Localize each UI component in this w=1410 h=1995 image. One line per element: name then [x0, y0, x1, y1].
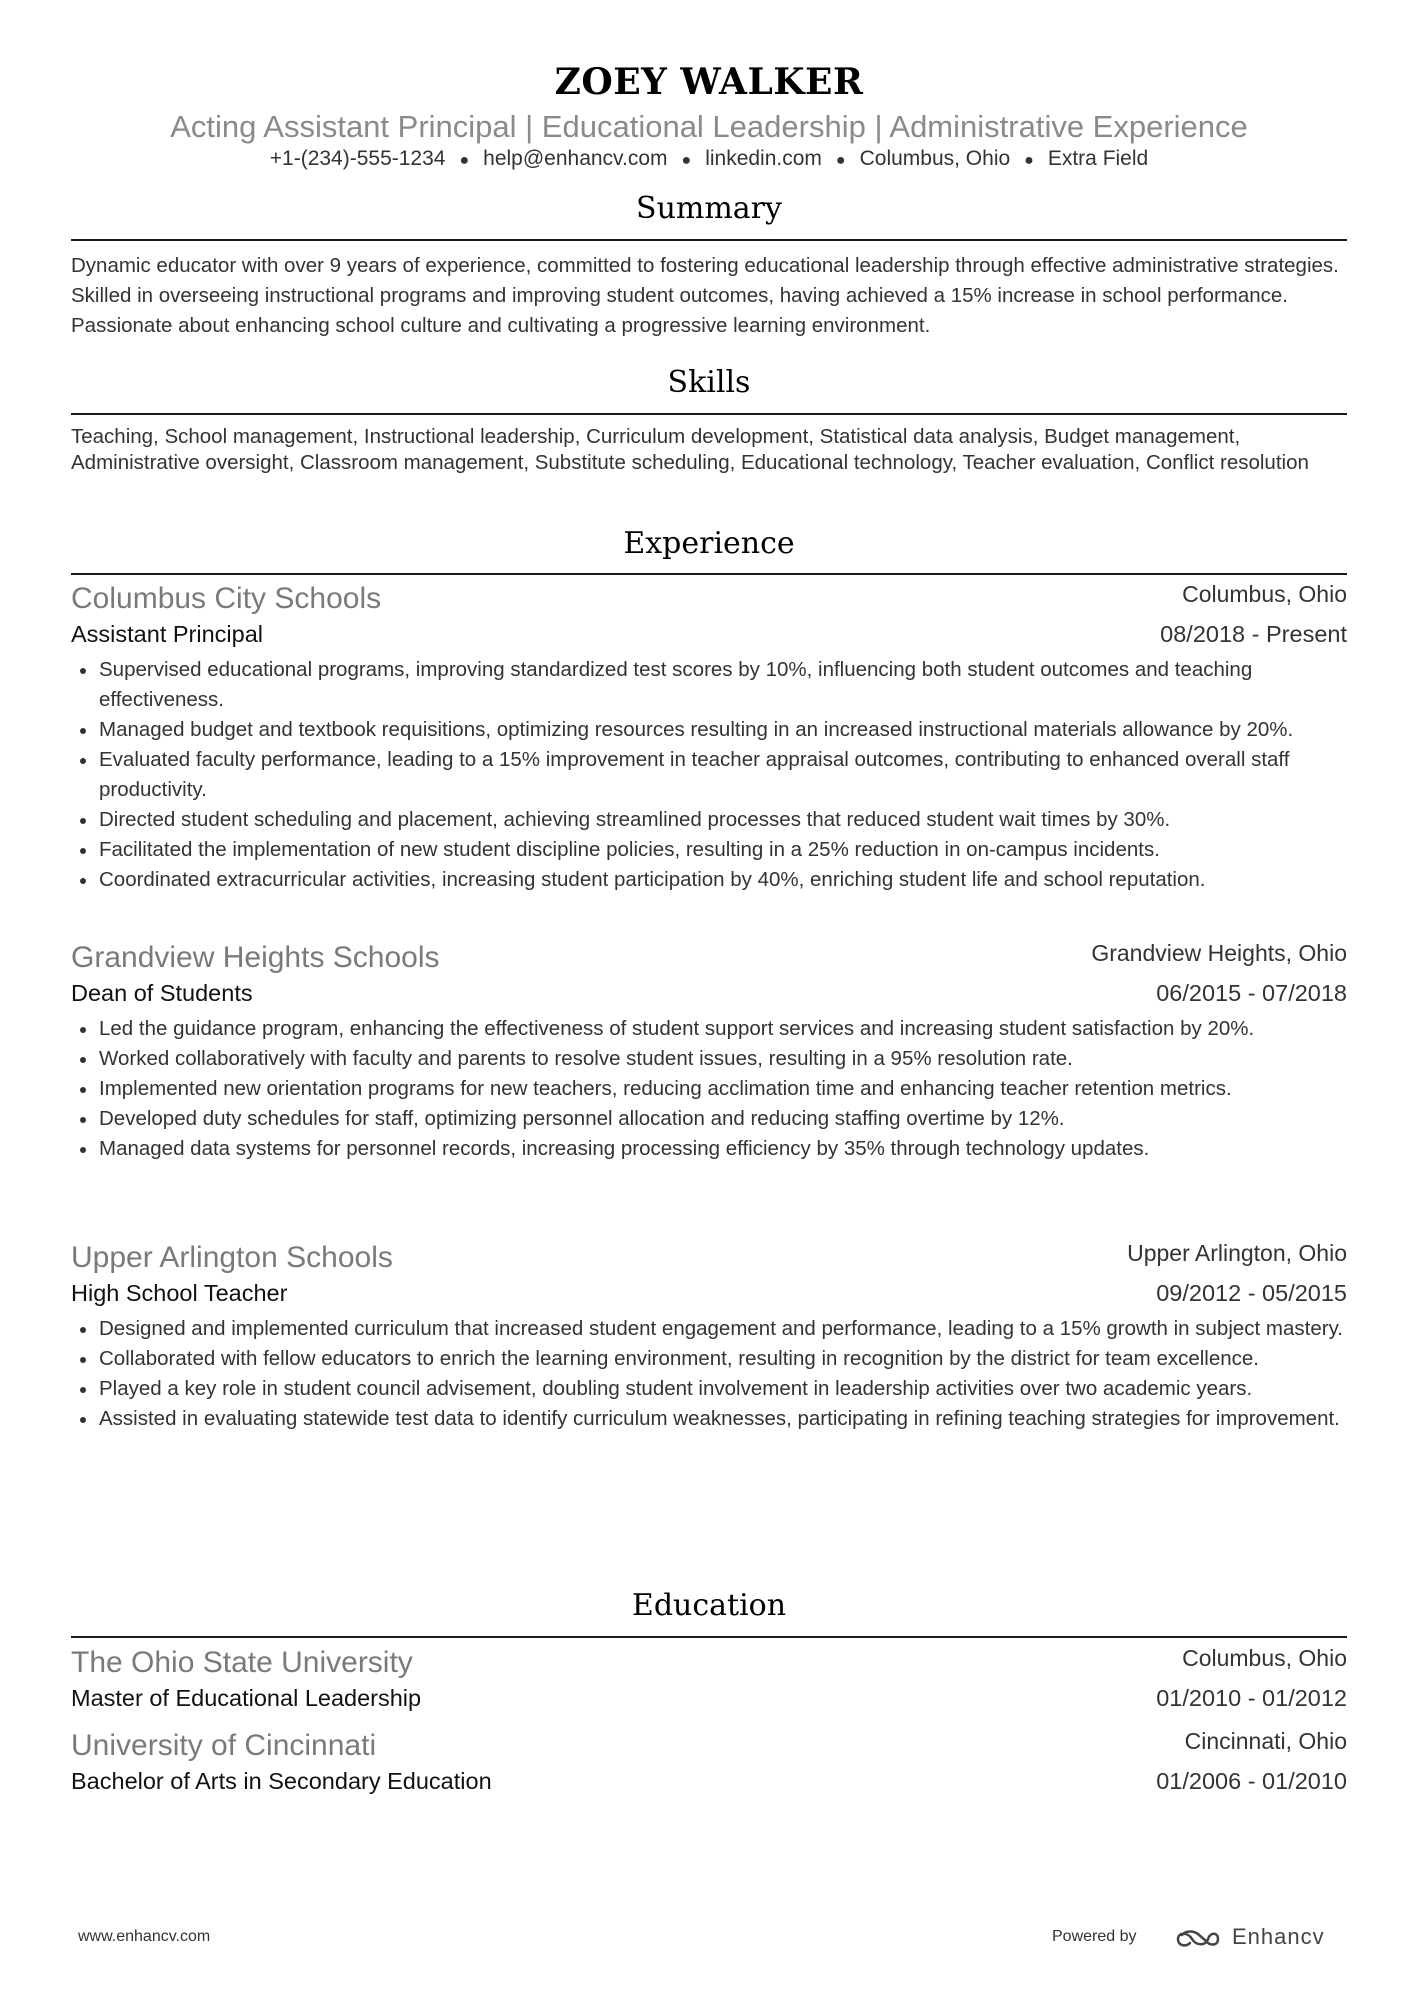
- list-item: Designed and implemented curriculum that increased student engagement and performance, leading to a 15% growth in subject mastery.: [71, 1314, 1347, 1344]
- experience-divider: [71, 573, 1347, 575]
- job-dates: 09/2012 - 05/2015: [1156, 1280, 1347, 1306]
- list-item: Managed data systems for personnel records, increasing processing efficiency by 35% through technology updates.: [71, 1134, 1347, 1164]
- list-item: Managed budget and textbook requisitions, optimizing resources resulting in an increased instructional materials allowance by 20%.: [71, 715, 1347, 745]
- bullet-separator: ●: [1024, 152, 1034, 169]
- education-divider: [71, 1636, 1347, 1638]
- experience-entry: [71, 940, 1347, 1164]
- summary-divider: [71, 239, 1347, 241]
- job-dates: 06/2015 - 07/2018: [1156, 980, 1347, 1006]
- skills-divider: [71, 413, 1347, 415]
- education-title: Education: [631, 1588, 787, 1623]
- list-item: Worked collaboratively with faculty and parents to resolve student issues, resulting in a 95% resolution rate.: [71, 1044, 1347, 1074]
- list-item: Supervised educational programs, improving standardized test scores by 10%, influencing both student outcomes and teaching effectiveness.: [71, 655, 1347, 715]
- achievement-list: [71, 1314, 1347, 1434]
- experience-title: Experience: [623, 526, 795, 561]
- enhancv-brand-name: Enhancv: [1232, 1924, 1325, 1949]
- job-title: High School Teacher: [71, 1280, 288, 1306]
- skills-text: Teaching, School management, Instructional leadership, Curriculum development, Statistical data analysis, Budget management, Administrative oversight, Classroom management, Substitute scheduling, Educational technology, Teacher evaluation, Conflict resolution: [71, 425, 1309, 474]
- bullet-separator: ●: [835, 152, 846, 169]
- contact-phone[interactable]: +1-(234)-555-1234: [269, 147, 446, 170]
- employer-name: Upper Arlington Schools: [71, 1241, 393, 1274]
- employer-location: Upper Arlington, Ohio: [1127, 1240, 1347, 1266]
- achievement-list: [71, 1014, 1347, 1164]
- experience-entry: [71, 581, 1347, 895]
- list-item: Implemented new orientation programs for new teachers, reducing acclimation time and enhancing teacher retention metrics.: [71, 1074, 1347, 1104]
- employer-location: Columbus, Ohio: [1182, 581, 1347, 607]
- list-item: Collaborated with fellow educators to enrich the learning environment, resulting in recognition by the district for team excellence.: [71, 1344, 1347, 1374]
- powered-by-badge[interactable]: [1052, 1918, 1332, 1958]
- employer-name: Columbus City Schools: [71, 582, 382, 615]
- footer-website-link[interactable]: www.enhancv.com: [78, 1928, 211, 1945]
- contact-email[interactable]: help@enhancv.com: [483, 147, 668, 170]
- list-item: Evaluated faculty performance, leading to a 15% improvement in teacher appraisal outcomes, contributing to enhanced overall staff productivity.: [71, 745, 1347, 805]
- contact-extra: Extra Field: [1047, 147, 1149, 170]
- headline: Acting Assistant Principal | Educational Leadership | Administrative Experience: [170, 109, 1248, 144]
- education-entry: [71, 1728, 1347, 1798]
- bullet-separator: ●: [459, 152, 470, 169]
- powered-by-label: Powered by: [1052, 1928, 1137, 1945]
- bullet-separator: ●: [681, 152, 692, 169]
- list-item: Led the guidance program, enhancing the effectiveness of student support services and increasing student satisfaction by 20%.: [71, 1014, 1347, 1044]
- list-item: Assisted in evaluating statewide test data to identify curriculum weaknesses, participating in refining teaching strategies for improvement.: [71, 1404, 1347, 1434]
- employer-location: Grandview Heights, Ohio: [1091, 940, 1347, 966]
- school-name: The Ohio State University: [71, 1646, 413, 1679]
- employer-name: Grandview Heights Schools: [71, 941, 440, 974]
- summary-text: Dynamic educator with over 9 years of experience, committed to fostering educational leadership through effective administrative strategies. Skilled in overseeing instructional programs and improving student outcomes, having achieved a 15% increase in school performance. Passionate about enhancing school culture and cultivating a progressive learning environment.: [71, 254, 1339, 337]
- job-title: Dean of Students: [71, 980, 253, 1006]
- school-location: Columbus, Ohio: [1182, 1645, 1347, 1671]
- list-item: Played a key role in student council advisement, doubling student involvement in leadership activities over two academic years.: [71, 1374, 1347, 1404]
- contact-location: Columbus, Ohio: [859, 147, 1011, 170]
- list-item: Coordinated extracurricular activities, increasing student participation by 40%, enriching student life and school reputation.: [71, 865, 1347, 895]
- job-dates: 08/2018 - Present: [1160, 621, 1347, 647]
- job-title: Assistant Principal: [71, 621, 263, 647]
- summary-title: Summary: [636, 191, 782, 226]
- school-location: Cincinnati, Ohio: [1184, 1728, 1347, 1754]
- education-dates: 01/2010 - 01/2012: [1156, 1685, 1347, 1711]
- list-item: Facilitated the implementation of new student discipline policies, resulting in a 25% reduction in on-campus incidents.: [71, 835, 1347, 865]
- enhancv-logo-icon: [1174, 1926, 1222, 1957]
- candidate-name: ZOEY WALKER: [554, 61, 864, 103]
- education-dates: 01/2006 - 01/2010: [1156, 1768, 1347, 1794]
- list-item: Developed duty schedules for staff, optimizing personnel allocation and reducing staffing overtime by 12%.: [71, 1104, 1347, 1134]
- experience-entry: [71, 1240, 1347, 1434]
- education-entry: [71, 1645, 1347, 1715]
- school-name: University of Cincinnati: [71, 1729, 377, 1762]
- skills-title: Skills: [667, 365, 751, 400]
- achievement-list: [71, 655, 1347, 895]
- list-item: Directed student scheduling and placement, achieving streamlined processes that reduced student wait times by 30%.: [71, 805, 1347, 835]
- degree-name: Master of Educational Leadership: [71, 1685, 422, 1711]
- degree-name: Bachelor of Arts in Secondary Education: [71, 1768, 492, 1794]
- contact-linkedin[interactable]: linkedin.com: [705, 147, 822, 170]
- contact-line: [71, 146, 1347, 174]
